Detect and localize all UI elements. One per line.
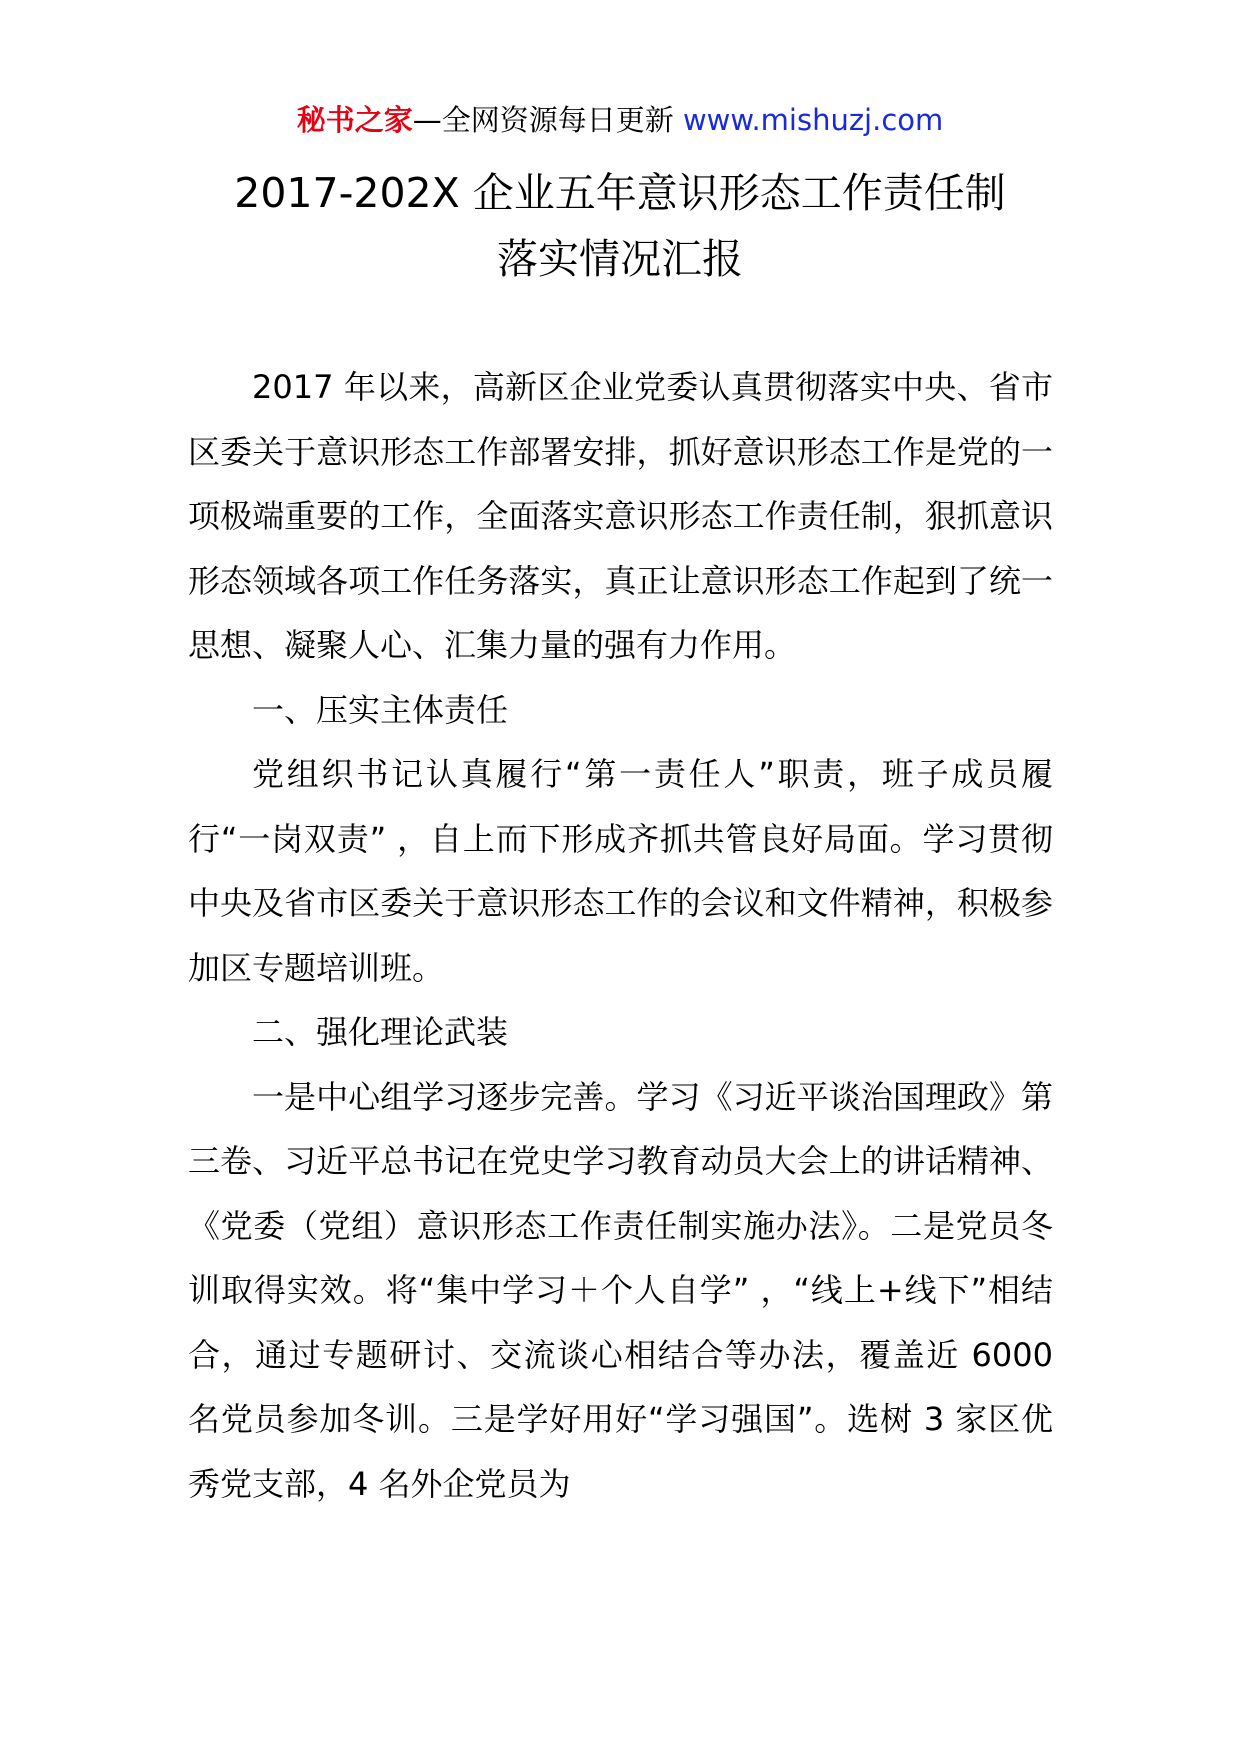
section-heading-2: 二、强化理论武装: [252, 1013, 509, 1051]
header-tagline: —全网资源每日更新: [412, 103, 683, 137]
intro-paragraph: 2017 年以来，高新区企业党委认真贯彻落实中央、省市区委关于意识形态工作部署安排，抓好意识形态工作是党的一项极端重要的工作，全面落实意识形态工作责任制，狠抓意识形态领域各项工作任务落实，真正让意识形态工作起到了统一思想、凝聚人心、汇集力量的强有力作用。: [188, 368, 1053, 664]
site-url: www.mishuzj.com: [682, 103, 944, 137]
title-line-2: 落实情况汇报: [497, 235, 743, 283]
section-heading-1: 一、压实主体责任: [252, 690, 509, 729]
brand-name: 秘书之家: [296, 103, 413, 137]
watermark-header: [0, 100, 1240, 140]
title-line-1: 2017-202X 企业五年意识形态工作责任制: [234, 169, 1006, 217]
document-body: [188, 355, 1053, 1516]
section-paragraph-1: 党组织书记认真履行“第一责任人”职责，班子成员履行“一岗双责” ，自上而下形成齐抓共管良好局面。学习贯彻中央及省市区委关于意识形态工作的会议和文件精神，积极参加区专题培训班。: [188, 755, 1053, 987]
document-title: [0, 160, 1240, 292]
section-paragraph-2: 一是中心组学习逐步完善。学习《习近平谈治国理政》第三卷、习近平总书记在党史学习教育动员大会上的讲话精神、《党委（党组）意识形态工作责任制实施办法》。二是党员冬训取得实效。将“集中学习＋个人自学” ，“线上+线下”相结合，通过专题研讨、交流谈心相结合等办法，覆盖近 6000 名党员参加冬训。三是学好用好“学习强国”。选树 3 家区优秀党支部，4 名外企党员为: [188, 1077, 1053, 1503]
